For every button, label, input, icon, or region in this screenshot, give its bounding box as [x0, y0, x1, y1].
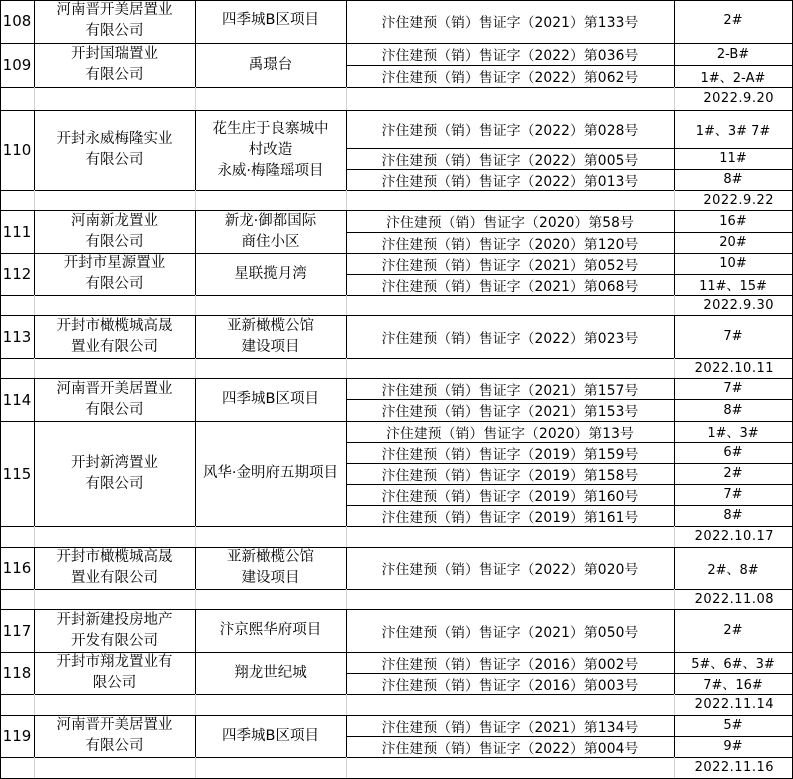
- grid-line: [195, 694, 196, 715]
- grid-line: [34, 526, 35, 547]
- building-list: 7#、16#: [703, 678, 763, 693]
- grid-line: [346, 399, 793, 400]
- project-name: 花生庄于良寨城中 村改造 永威·梅隆瑶项目: [212, 120, 329, 179]
- grid-line: [346, 736, 793, 737]
- project-name: 新龙·御都国际 商住小区: [224, 212, 317, 250]
- license-number: 汴住建预（销）售证字（2021）第157号: [381, 382, 639, 399]
- project-name: 风华·金明府五期项目: [202, 465, 339, 481]
- grid-line: [34, 87, 35, 110]
- date-label: 2022.9.20: [703, 91, 774, 106]
- project-name: 四季城B区项目: [222, 12, 319, 28]
- grid-line: [195, 589, 196, 609]
- project-name: 亚新橄榄公馆 建设项目: [227, 549, 314, 586]
- row-number: 115: [2, 464, 32, 483]
- project-name: 星联揽月湾: [234, 265, 307, 282]
- grid-line: [0, 378, 1, 421]
- license-number: 汴住建预（销）售证字（2022）第023号: [381, 330, 639, 347]
- license-number: 汴住建预（销）售证字（2021）第050号: [381, 624, 639, 641]
- row-number: 111: [2, 222, 32, 241]
- building-list: 10#: [719, 256, 747, 271]
- license-number: 汴住建预（销）售证字（2020）第120号: [381, 236, 639, 253]
- building-list: 2#: [723, 13, 743, 28]
- license-number: 汴住建预（销）售证字（2022）第004号: [381, 740, 639, 757]
- grid-line: [346, 253, 347, 295]
- grid-line: [34, 421, 35, 526]
- row-number: 113: [2, 327, 32, 346]
- project-name: 禹璟台: [248, 56, 293, 73]
- building-list: 5#: [723, 718, 743, 733]
- developer-name: 开封市橄榄城高晟 置业有限公司: [56, 549, 173, 586]
- grid-line: [195, 526, 196, 547]
- license-number: 汴住建预（销）售证字（2016）第002号: [381, 656, 639, 673]
- building-list: 1#、2-A#: [700, 70, 766, 86]
- date-label: 2022.11.14: [694, 697, 774, 712]
- grid-line: [346, 378, 347, 421]
- building-list: 16#: [719, 213, 747, 229]
- grid-line: [0, 757, 1, 778]
- building-list: 2-B#: [716, 46, 750, 62]
- grid-line: [346, 757, 347, 778]
- grid-line: [0, 190, 1, 210]
- grid-line: [34, 295, 35, 315]
- grid-line: [674, 210, 675, 253]
- grid-line: [195, 547, 196, 589]
- row-number: 116: [2, 559, 32, 577]
- developer-name: 河南晋开美居置业 有限公司: [56, 717, 173, 754]
- building-list: 2#: [723, 466, 743, 481]
- license-number: 汴住建预（销）售证字（2019）第161号: [381, 509, 639, 526]
- license-number: 汴住建预（销）售证字（2020）第58号: [386, 215, 634, 231]
- grid-line: [0, 0, 1, 43]
- grid-line: [34, 609, 35, 652]
- grid-line: [0, 652, 1, 694]
- grid-line: [346, 0, 347, 43]
- grid-line: [674, 110, 675, 190]
- row-number: 110: [2, 141, 32, 159]
- grid-line: [195, 315, 196, 358]
- grid-line: [346, 589, 347, 609]
- grid-line: [195, 87, 196, 110]
- grid-line: [0, 715, 1, 757]
- grid-line: [34, 652, 35, 694]
- grid-line: [674, 0, 675, 43]
- license-number: 汴住建预（销）售证字（2022）第028号: [381, 123, 639, 139]
- grid-line: [674, 652, 675, 694]
- grid-line: [346, 463, 793, 464]
- building-list: 7#: [723, 487, 743, 502]
- grid-line: [0, 694, 1, 715]
- license-number: 汴住建预（销）售证字（2022）第020号: [381, 562, 639, 578]
- grid-line: [195, 652, 196, 694]
- grid-line: [0, 609, 1, 652]
- building-list: 20#: [719, 235, 747, 250]
- developer-name: 河南晋开美居置业 有限公司: [56, 380, 173, 418]
- building-list: 8#: [723, 172, 743, 187]
- building-list: 11#: [719, 151, 747, 166]
- grid-line: [195, 609, 196, 652]
- grid-line: [34, 210, 35, 253]
- project-name: 亚新橄榄公馆 建设项目: [227, 317, 314, 355]
- grid-line: [195, 295, 196, 315]
- grid-line: [674, 715, 675, 757]
- grid-line: [346, 232, 793, 233]
- row-number: 112: [2, 265, 32, 283]
- grid-line: [34, 589, 35, 609]
- grid-line: [34, 715, 35, 757]
- grid-line: [0, 0, 793, 1]
- grid-line: [674, 547, 675, 589]
- building-list: 1#、3#: [707, 426, 759, 441]
- grid-line: [0, 87, 1, 110]
- grid-line: [0, 589, 1, 609]
- developer-name: 河南新龙置业 有限公司: [71, 212, 158, 250]
- license-number: 汴住建预（销）售证字（2020）第13号: [386, 425, 634, 442]
- grid-line: [34, 190, 35, 210]
- license-number: 汴住建预（销）售证字（2022）第062号: [381, 70, 639, 86]
- grid-line: [346, 526, 347, 547]
- license-number: 汴住建预（销）售证字（2022）第036号: [381, 48, 639, 64]
- grid-line: [195, 210, 196, 253]
- grid-line: [346, 210, 347, 253]
- grid-line: [34, 757, 35, 778]
- license-number: 汴住建预（销）售证字（2019）第158号: [381, 467, 639, 484]
- license-number: 汴住建预（销）售证字（2016）第003号: [381, 677, 639, 694]
- developer-name: 开封新建投房地产 开发有限公司: [56, 611, 173, 649]
- grid-line: [34, 110, 35, 190]
- grid-line: [346, 169, 793, 170]
- grid-line: [0, 43, 1, 87]
- grid-line: [195, 110, 196, 190]
- building-list: 8#: [723, 508, 743, 523]
- license-number: 汴住建预（销）售证字（2022）第005号: [381, 152, 639, 169]
- building-list: 11#、15#: [699, 279, 767, 294]
- grid-line: [346, 43, 347, 87]
- grid-line: [674, 253, 675, 295]
- building-list: 5#、6#、3#: [691, 657, 775, 672]
- grid-line: [195, 358, 196, 378]
- grid-line: [346, 715, 347, 757]
- grid-line: [346, 190, 347, 210]
- date-label: 2022.9.22: [703, 192, 774, 208]
- grid-line: [0, 421, 1, 526]
- license-number: 汴住建预（销）售证字（2019）第159号: [381, 446, 639, 463]
- grid-line: [34, 694, 35, 715]
- grid-line: [674, 315, 675, 358]
- grid-line: [0, 295, 1, 315]
- building-list: 9#: [723, 739, 743, 754]
- row-number: 108: [2, 11, 32, 30]
- row-number: 109: [2, 56, 32, 74]
- grid-line: [195, 253, 196, 295]
- grid-line: [0, 110, 1, 190]
- grid-line: [346, 505, 793, 506]
- row-number: 117: [2, 621, 32, 640]
- date-label: 2022.10.17: [694, 529, 774, 544]
- project-name: 翔龙世纪城: [234, 664, 307, 681]
- grid-line: [346, 694, 347, 715]
- grid-line: [0, 526, 1, 547]
- building-list: 8#: [723, 402, 743, 418]
- grid-line: [195, 715, 196, 757]
- grid-line: [674, 378, 675, 421]
- grid-line: [346, 442, 793, 443]
- row-number: 118: [2, 664, 32, 682]
- grid-line: [346, 87, 347, 110]
- grid-line: [0, 253, 1, 295]
- grid-line: [346, 358, 347, 378]
- grid-line: [0, 315, 1, 358]
- grid-line: [346, 484, 793, 485]
- project-name: 四季城B区项目: [222, 727, 319, 744]
- grid-line: [346, 421, 347, 526]
- grid-line: [346, 274, 793, 275]
- building-list: 7#: [723, 329, 743, 344]
- developer-name: 开封新湾置业 有限公司: [71, 454, 158, 492]
- building-list: 7#: [723, 381, 743, 396]
- developer-name: 开封永威梅隆实业 有限公司: [56, 131, 173, 168]
- license-number: 汴住建预（销）售证字（2019）第160号: [381, 488, 639, 505]
- grid-line: [674, 609, 675, 652]
- grid-line: [0, 358, 1, 378]
- row-number: 114: [2, 390, 32, 409]
- row-number: 119: [2, 727, 32, 745]
- grid-line: [34, 547, 35, 589]
- building-list: 1#、3# 7#: [695, 123, 771, 139]
- grid-line: [0, 210, 1, 253]
- grid-line: [195, 757, 196, 778]
- grid-line: [34, 253, 35, 295]
- grid-line: [346, 295, 347, 315]
- grid-line: [346, 315, 347, 358]
- date-label: 2022.11.08: [694, 591, 774, 607]
- developer-name: 开封市翔龙置业有 限公司: [56, 654, 173, 691]
- grid-line: [0, 547, 1, 589]
- project-name: 四季城B区项目: [222, 391, 319, 407]
- grid-line: [34, 43, 35, 87]
- grid-line: [674, 421, 675, 526]
- date-label: 2022.9.30: [703, 297, 774, 313]
- license-number: 汴住建预（销）售证字（2021）第068号: [381, 278, 639, 295]
- license-number: 汴住建预（销）售证字（2021）第134号: [381, 719, 639, 736]
- grid-line: [346, 652, 347, 694]
- grid-line: [346, 609, 347, 652]
- grid-line: [346, 110, 347, 190]
- grid-line: [195, 378, 196, 421]
- date-label: 2022.11.16: [694, 760, 774, 775]
- grid-line: [346, 65, 793, 66]
- grid-line: [346, 148, 793, 149]
- developer-name: 开封市橄榄城高晟 置业有限公司: [56, 317, 173, 355]
- grid-line: [34, 358, 35, 378]
- date-label: 2022.10.11: [694, 360, 774, 376]
- grid-line: [34, 315, 35, 358]
- developer-name: 河南晋开美居置业 有限公司: [56, 1, 173, 39]
- building-list: 6#: [723, 445, 743, 460]
- developer-name: 开封国瑞置业 有限公司: [71, 46, 158, 83]
- grid-line: [346, 547, 347, 589]
- license-number: 汴住建预（销）售证字（2021）第133号: [381, 14, 639, 31]
- license-number: 汴住建预（销）售证字（2021）第153号: [381, 404, 639, 420]
- grid-line: [34, 378, 35, 421]
- grid-line: [195, 43, 196, 87]
- building-list: 2#: [723, 623, 743, 638]
- grid-line: [195, 421, 196, 526]
- project-name: 汴京熙华府项目: [219, 622, 322, 638]
- grid-line: [195, 0, 196, 43]
- license-number: 汴住建预（销）售证字（2021）第052号: [381, 257, 639, 274]
- grid-line: [674, 43, 675, 87]
- grid-line: [346, 673, 793, 674]
- building-list: 2#、8#: [707, 562, 759, 578]
- grid-line: [195, 190, 196, 210]
- developer-name: 开封市星源置业 有限公司: [63, 255, 166, 292]
- license-number: 汴住建预（销）售证字（2022）第013号: [381, 173, 639, 190]
- grid-line: [34, 0, 35, 43]
